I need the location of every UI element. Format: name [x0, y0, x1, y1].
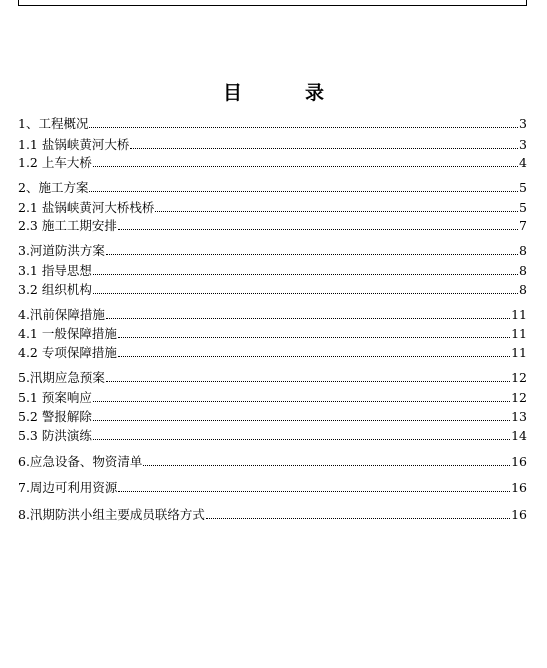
- header-rule-right-mark: [526, 0, 527, 6]
- toc-entry-label: 5.3 防洪演练: [18, 428, 92, 443]
- toc-entry[interactable]: [18, 200, 527, 216]
- toc-entry-page-number: 5: [519, 200, 527, 215]
- toc-entry[interactable]: [18, 428, 527, 444]
- toc-entry[interactable]: [18, 218, 527, 234]
- toc-entry-page-number: 8: [519, 282, 527, 297]
- toc-title: 目 录: [222, 82, 346, 104]
- toc-entry-label: 3.河道防洪方案: [18, 243, 105, 258]
- toc-entry[interactable]: [18, 345, 527, 361]
- toc-entry-page-number: 11: [511, 345, 527, 360]
- toc-dot-leader: [93, 293, 518, 294]
- toc-entry[interactable]: [18, 390, 527, 406]
- toc-entry[interactable]: [18, 409, 527, 425]
- toc-entry[interactable]: [18, 155, 527, 171]
- toc-entry[interactable]: [18, 137, 527, 153]
- toc-entry-page-number: 11: [511, 326, 527, 341]
- toc-entry[interactable]: [18, 263, 527, 279]
- toc-entry[interactable]: [18, 282, 527, 298]
- toc-entry-label: 4.2 专项保障措施: [18, 345, 117, 360]
- toc-entry[interactable]: [18, 454, 527, 470]
- toc-entry-label: 4.汛前保障措施: [18, 307, 105, 322]
- toc-entry[interactable]: [18, 326, 527, 342]
- toc-entry-page-number: 3: [519, 137, 527, 152]
- toc-entry-label: 5.汛期应急预案: [18, 370, 105, 385]
- toc-entry-label: 1.2 上车大桥: [18, 155, 92, 170]
- toc-entry-label: 4.1 一般保障措施: [18, 326, 117, 341]
- toc-dot-leader: [89, 127, 518, 128]
- toc-entry-page-number: 16: [511, 507, 527, 522]
- toc-dot-leader: [93, 274, 518, 275]
- toc-dot-leader: [89, 191, 518, 192]
- toc-entry-page-number: 7: [519, 218, 527, 233]
- header-rule-left-mark: [18, 0, 19, 6]
- toc-entry-label: 7.周边可利用资源: [18, 480, 118, 495]
- toc-entry-page-number: 12: [511, 370, 527, 385]
- toc-entry-label: 2.3 施工工期安排: [18, 218, 117, 233]
- toc-entry-label: 3.1 指导思想: [18, 263, 92, 278]
- toc-dot-leader: [130, 148, 518, 149]
- toc-entry-page-number: 16: [511, 480, 527, 495]
- toc-dot-leader: [106, 254, 518, 255]
- toc-dot-leader: [93, 166, 518, 167]
- page-header-rule: [18, 5, 527, 6]
- toc-entry[interactable]: [18, 507, 527, 523]
- toc-entry-page-number: 16: [511, 454, 527, 469]
- toc-entry-label: 6.应急设备、物资清单: [18, 454, 143, 469]
- toc-dot-leader: [93, 401, 510, 402]
- toc-entry-label: 2.1 盐锅峡黄河大桥栈桥: [18, 200, 155, 215]
- toc-dot-leader: [143, 465, 510, 466]
- toc-entry-page-number: 5: [519, 180, 527, 195]
- toc-entry-label: 1.1 盐锅峡黄河大桥: [18, 137, 130, 152]
- toc-entry-page-number: 11: [511, 307, 527, 322]
- toc-entry-label: 1、工程概况: [18, 116, 89, 131]
- toc-entry-page-number: 12: [511, 390, 527, 405]
- toc-entry[interactable]: [18, 243, 527, 259]
- toc-entry-page-number: 8: [519, 243, 527, 258]
- toc-entry-label: 8.汛期防洪小组主要成员联络方式: [18, 507, 205, 522]
- toc-entry-page-number: 13: [511, 409, 527, 424]
- toc-dot-leader: [106, 381, 510, 382]
- toc-dot-leader: [106, 318, 510, 319]
- toc-dot-leader: [118, 229, 518, 230]
- toc-entry-page-number: 3: [519, 116, 527, 131]
- toc-entry[interactable]: [18, 307, 527, 323]
- toc-entry-label: 2、施工方案: [18, 180, 89, 195]
- toc-entry[interactable]: [18, 180, 527, 196]
- toc-entry[interactable]: [18, 370, 527, 386]
- toc-dot-leader: [93, 439, 510, 440]
- toc-entry-label: 5.2 警报解除: [18, 409, 92, 424]
- toc-dot-leader: [118, 356, 510, 357]
- toc-entry[interactable]: [18, 116, 527, 132]
- toc-entry-label: 5.1 预案响应: [18, 390, 92, 405]
- toc-entry-page-number: 8: [519, 263, 527, 278]
- toc-entry-page-number: 4: [519, 155, 527, 170]
- toc-entry[interactable]: [18, 480, 527, 496]
- toc-dot-leader: [118, 337, 510, 338]
- toc-dot-leader: [155, 211, 518, 212]
- toc-dot-leader: [118, 491, 510, 492]
- toc-dot-leader: [206, 518, 510, 519]
- toc-entry-label: 3.2 组织机构: [18, 282, 92, 297]
- toc-dot-leader: [93, 420, 510, 421]
- toc-entry-page-number: 14: [511, 428, 527, 443]
